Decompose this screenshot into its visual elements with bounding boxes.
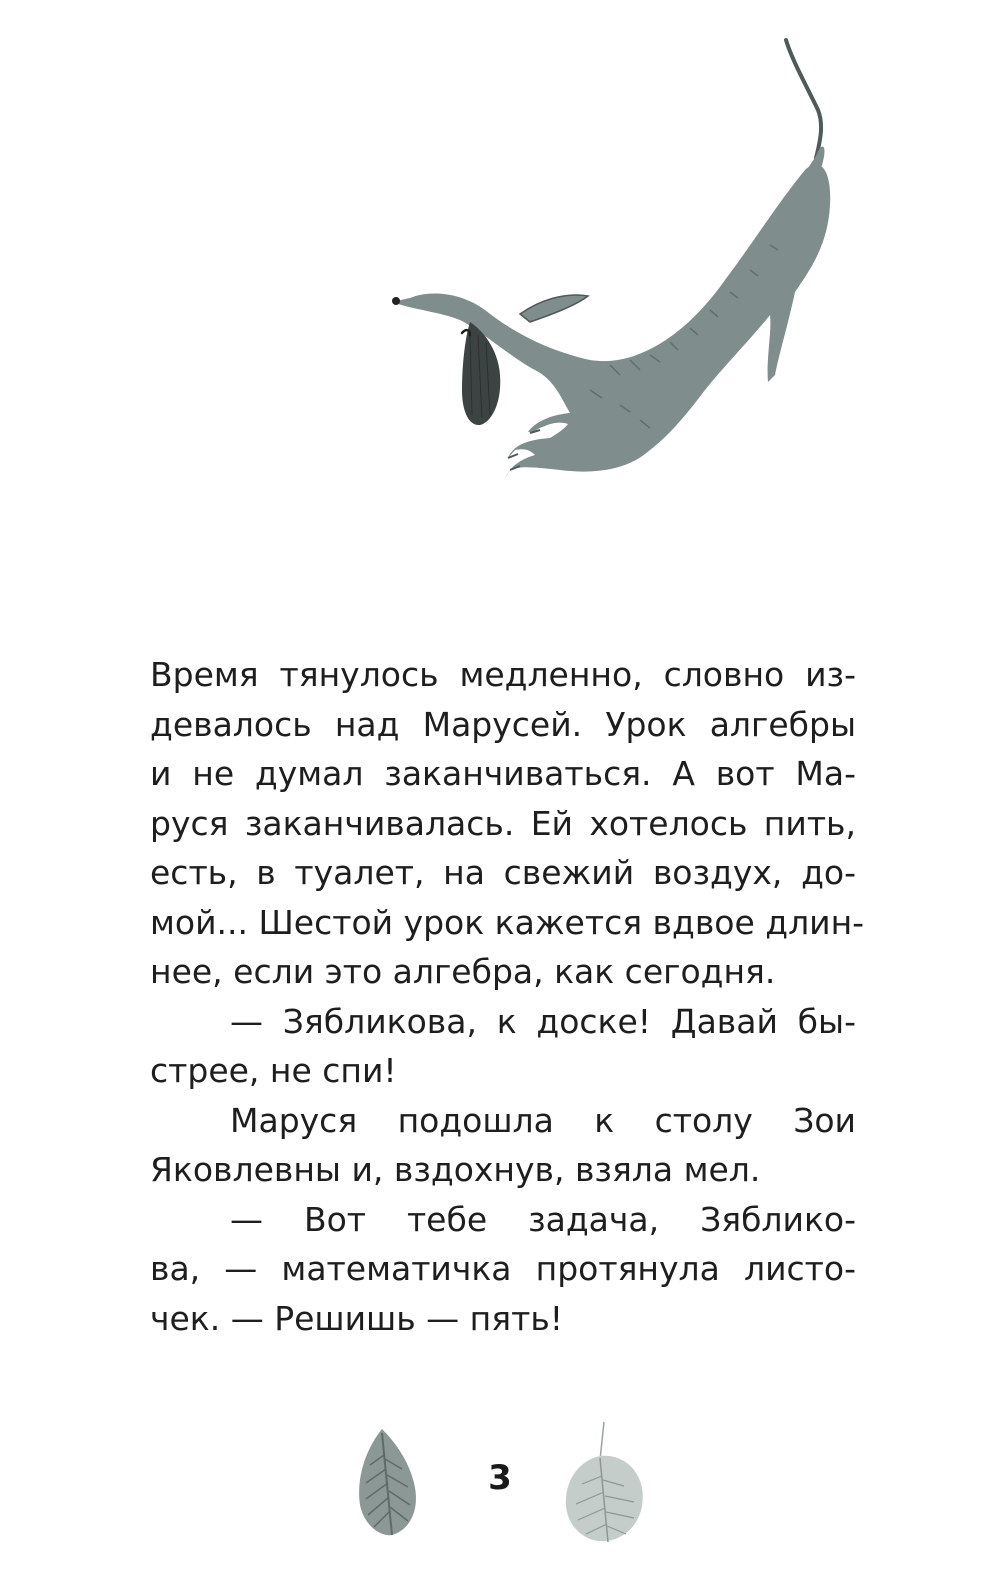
- text-line: девалось над Марусей. Урок алгебры: [150, 704, 856, 744]
- text-line: чек. — Решишь — пять!: [150, 1298, 563, 1338]
- text-line: — Вот тебе задача, Зяблико-: [230, 1199, 856, 1239]
- text-line: Маруся подошла к столу Зои: [230, 1100, 856, 1140]
- text-line: мой... Шестой урок кажется вдвое длин-: [150, 902, 865, 942]
- text-line: нее, если это алгебра, как сегодня.: [150, 952, 776, 991]
- text-line: — Зябликова, к доске! Давай бы-: [230, 1001, 856, 1041]
- text-line: стрее, не спи!: [150, 1051, 397, 1090]
- leaf-icon: [352, 1425, 424, 1545]
- text-line: есть, в туалет, на свежий воздух, до-: [150, 853, 856, 892]
- text-line: руся заканчивалась. Ей хотелось пить,: [150, 803, 856, 843]
- leaf-icon: [560, 1420, 650, 1550]
- dog-illustration: [370, 30, 850, 500]
- text-line: Время тянулось медленно, словно из-: [150, 655, 856, 694]
- page-footer: [0, 1410, 1000, 1560]
- text-line: ва, — математичка протянула листо-: [150, 1249, 856, 1288]
- page-number: 3: [488, 1458, 512, 1498]
- text-line: и не думал заканчиваться. А вот Ма-: [150, 754, 856, 793]
- text-line: Яковлевны и, вздохнув, взяла мел.: [150, 1150, 761, 1189]
- body-text: [150, 650, 865, 1343]
